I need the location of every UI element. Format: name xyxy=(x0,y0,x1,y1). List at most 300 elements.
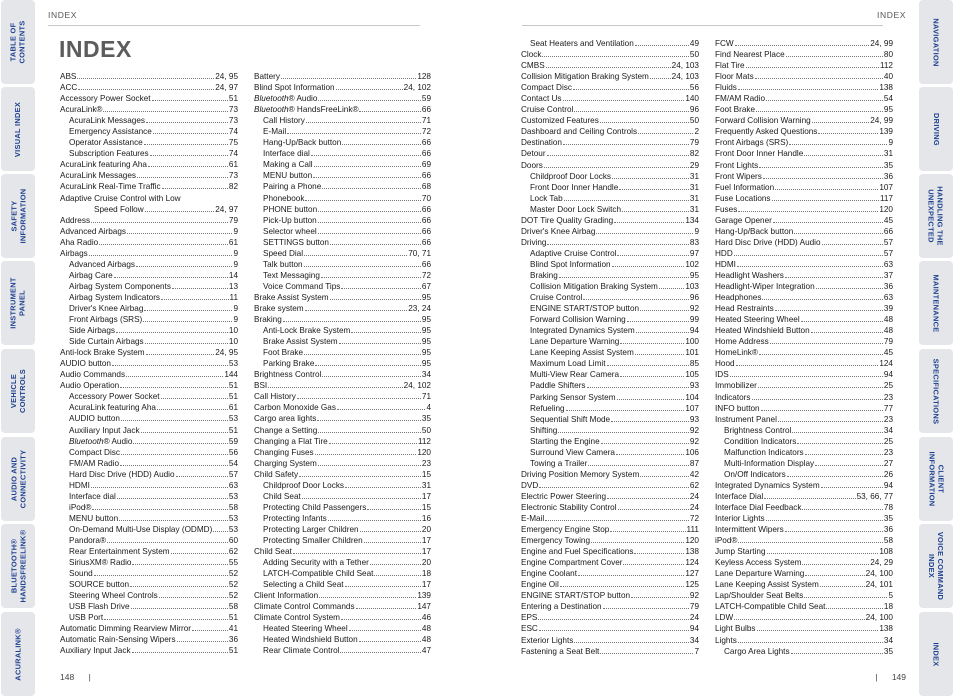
index-page-ref[interactable]: 139 xyxy=(879,127,893,137)
index-term: BSI xyxy=(254,381,268,391)
index-page-ref[interactable]: 66 xyxy=(421,226,431,236)
index-page-ref[interactable]: 45 xyxy=(883,348,893,358)
index-page-ref[interactable]: 112 xyxy=(879,61,893,71)
index-term: Selector wheel xyxy=(263,226,317,236)
index-entry xyxy=(521,612,699,623)
tab-navigation[interactable] xyxy=(919,0,953,84)
index-page-ref[interactable]: 24, 103 xyxy=(671,72,699,82)
index-page-ref[interactable]: 51 xyxy=(228,94,238,104)
index-term: Head Restraints xyxy=(715,304,774,314)
index-page-ref[interactable]: 5 xyxy=(888,591,893,601)
index-page-ref[interactable]: 24 xyxy=(689,613,699,623)
index-page-ref[interactable]: 15 xyxy=(421,469,431,479)
tab-unexpected[interactable] xyxy=(919,174,953,258)
index-page-ref[interactable]: 120 xyxy=(879,204,893,214)
index-page-ref[interactable]: 93 xyxy=(689,381,699,391)
index-page-ref[interactable]: 24, 102 xyxy=(403,381,431,391)
index-page-ref[interactable]: 66 xyxy=(421,204,431,214)
index-entry xyxy=(715,171,893,182)
index-page-ref[interactable]: 29 xyxy=(689,160,699,170)
index-page-ref[interactable]: 101 xyxy=(685,348,699,358)
index-page-ref[interactable]: 70 xyxy=(421,193,431,203)
index-page-ref[interactable]: 61 xyxy=(228,403,238,413)
index-page-ref[interactable]: 72 xyxy=(689,514,699,524)
index-page-ref[interactable]: 45 xyxy=(883,215,893,225)
index-entry xyxy=(254,259,431,270)
index-page-ref[interactable]: 57 xyxy=(883,237,893,247)
index-page-ref[interactable]: 99 xyxy=(689,315,699,325)
index-page-ref[interactable]: 51 xyxy=(228,613,238,623)
index-term: Headlight Washers xyxy=(715,270,784,280)
index-entry xyxy=(254,634,431,645)
tab-safety[interactable] xyxy=(1,174,35,258)
index-page-ref[interactable]: 34 xyxy=(421,370,431,380)
index-page-ref[interactable]: 10 xyxy=(228,326,238,336)
index-page-ref[interactable]: 96 xyxy=(689,293,699,303)
index-page-ref[interactable]: 62 xyxy=(228,547,238,557)
index-page-ref[interactable]: 31 xyxy=(689,182,699,192)
index-page-ref[interactable]: 92 xyxy=(689,304,699,314)
index-page-ref[interactable]: 20 xyxy=(421,558,431,568)
index-page-ref[interactable]: 125 xyxy=(685,580,699,590)
index-page-ref[interactable]: 57 xyxy=(883,248,893,258)
index-page-ref[interactable]: 34 xyxy=(883,635,893,645)
index-page-ref[interactable]: 80 xyxy=(883,50,893,60)
index-page-ref[interactable]: 79 xyxy=(689,138,699,148)
index-page-ref[interactable]: 67 xyxy=(421,281,431,291)
index-page-ref[interactable]: 35 xyxy=(883,646,893,656)
index-page-ref[interactable]: 23 xyxy=(883,447,893,457)
index-page-ref[interactable]: 46 xyxy=(421,613,431,623)
index-page-ref[interactable]: 66 xyxy=(421,215,431,225)
index-page-ref[interactable]: 27 xyxy=(883,458,893,468)
index-page-ref[interactable]: 51 xyxy=(228,646,238,656)
index-page-ref[interactable]: 20 xyxy=(421,524,431,534)
index-page-ref[interactable]: 92 xyxy=(689,591,699,601)
index-page-ref[interactable]: 134 xyxy=(685,215,699,225)
index-page-ref[interactable]: 52 xyxy=(228,569,238,579)
index-page-ref[interactable]: 112 xyxy=(417,436,431,446)
index-page-ref[interactable]: 59 xyxy=(421,94,431,104)
index-page-ref[interactable]: 53 xyxy=(228,359,238,369)
tab-label: VISUAL INDEX xyxy=(13,101,23,157)
index-term: Customized Features xyxy=(521,116,599,126)
index-page-ref[interactable]: 24, 95 xyxy=(215,348,238,358)
index-page-ref[interactable]: 9 xyxy=(233,303,238,313)
dot-leader xyxy=(791,653,883,654)
index-page-ref[interactable]: 94 xyxy=(883,370,893,380)
index-term: Fluids xyxy=(715,83,737,93)
index-page-ref[interactable]: 51 xyxy=(228,425,238,435)
dot-leader xyxy=(752,399,883,400)
index-page-ref[interactable]: 140 xyxy=(685,94,699,104)
index-page-ref[interactable]: 102 xyxy=(685,259,699,269)
index-page-ref[interactable]: 55 xyxy=(228,558,238,568)
index-page-ref[interactable]: 111 xyxy=(686,525,699,535)
index-page-ref[interactable]: 73 xyxy=(228,171,238,181)
index-page-ref[interactable]: 105 xyxy=(685,370,699,380)
index-page-ref[interactable]: 78 xyxy=(883,502,893,512)
tab-vehicle[interactable] xyxy=(1,349,35,433)
index-page-ref[interactable]: 95 xyxy=(689,270,699,280)
index-page-ref[interactable]: 34 xyxy=(883,425,893,435)
index-term: Rear Climate Control xyxy=(263,646,340,656)
dot-leader xyxy=(538,619,689,620)
tab-client[interactable] xyxy=(919,437,953,521)
index-page-ref[interactable]: 92 xyxy=(689,436,699,446)
index-page-ref[interactable]: 144 xyxy=(224,370,238,380)
index-page-ref[interactable]: 23 xyxy=(421,458,431,468)
index-entry xyxy=(254,513,431,524)
index-page-ref[interactable]: 94 xyxy=(883,480,893,490)
index-term: Intermittent Wipers xyxy=(715,525,784,535)
index-page-ref[interactable]: 50 xyxy=(689,116,699,126)
index-page-ref[interactable]: 52 xyxy=(228,591,238,601)
index-entry xyxy=(521,646,699,657)
index-term: Engine Oil xyxy=(521,580,559,590)
index-page-ref[interactable]: 24, 97 xyxy=(215,204,238,214)
index-page-ref[interactable]: 31 xyxy=(689,171,699,181)
index-page-ref[interactable]: 82 xyxy=(689,149,699,159)
index-term: FM/AM Radio xyxy=(715,94,766,104)
index-page-ref[interactable]: 49 xyxy=(689,39,699,48)
index-page-ref[interactable]: 2 xyxy=(694,127,699,137)
dot-leader xyxy=(162,188,228,189)
index-page-ref[interactable]: 79 xyxy=(883,337,893,347)
index-page-ref[interactable]: 75 xyxy=(228,138,238,148)
index-page-ref[interactable]: 31 xyxy=(421,480,431,490)
index-page-ref[interactable]: 42 xyxy=(689,469,699,479)
index-page-ref[interactable]: 50 xyxy=(689,50,699,60)
index-page-ref[interactable]: 120 xyxy=(417,447,431,457)
index-page-ref[interactable]: 94 xyxy=(689,326,699,336)
index-page-ref[interactable]: 31 xyxy=(689,193,699,203)
index-entry xyxy=(715,480,893,491)
index-page-ref[interactable]: 147 xyxy=(417,602,431,612)
index-page-ref[interactable]: 66 xyxy=(883,226,893,236)
index-page-ref[interactable]: 73 xyxy=(228,116,238,126)
index-page-ref[interactable]: 70, 71 xyxy=(408,248,431,258)
index-page-ref[interactable]: 9 xyxy=(694,226,699,236)
index-page-ref[interactable]: 26 xyxy=(883,469,893,479)
index-page-ref[interactable]: 71 xyxy=(421,116,431,126)
index-page-ref[interactable]: 36 xyxy=(883,171,893,181)
index-page-ref[interactable]: 79 xyxy=(228,215,238,225)
dot-leader xyxy=(89,255,233,256)
index-page-ref[interactable]: 59 xyxy=(228,436,238,446)
index-page-ref[interactable]: 31 xyxy=(883,149,893,159)
dot-leader xyxy=(762,299,882,300)
index-page-ref[interactable]: 24, 99 xyxy=(870,39,893,48)
index-page-ref[interactable]: 139 xyxy=(417,591,431,601)
index-page-ref[interactable]: 35 xyxy=(883,160,893,170)
index-term: Bluetooth® HandsFreeLink® xyxy=(254,105,359,115)
index-entry xyxy=(60,148,238,159)
index-page-ref[interactable]: 71 xyxy=(421,392,431,402)
index-page-ref[interactable]: 24, 103 xyxy=(671,61,699,71)
index-page-ref[interactable]: 15 xyxy=(421,502,431,512)
index-page-ref[interactable]: 61 xyxy=(228,237,238,247)
index-page-ref[interactable]: 138 xyxy=(879,624,893,634)
index-page-ref[interactable]: 85 xyxy=(689,359,699,369)
index-page-ref[interactable]: 24 xyxy=(689,502,699,512)
index-page-ref[interactable]: 66 xyxy=(421,149,431,159)
index-page-ref[interactable]: 66 xyxy=(421,259,431,269)
index-page-ref[interactable]: 51 xyxy=(228,381,238,391)
dot-leader xyxy=(826,608,882,609)
index-page-ref[interactable]: 103 xyxy=(685,282,699,292)
index-page-ref[interactable]: 13 xyxy=(228,281,238,291)
index-page-ref[interactable]: 60 xyxy=(228,535,238,545)
index-page-ref[interactable]: 52 xyxy=(228,580,238,590)
index-page-ref[interactable]: 23 xyxy=(883,392,893,402)
index-term: Adding Security with a Tether xyxy=(263,558,369,568)
index-page-ref[interactable]: 106 xyxy=(685,447,699,457)
index-page-ref[interactable]: 79 xyxy=(689,602,699,612)
index-entry xyxy=(521,270,699,281)
index-term: Emergency Towing xyxy=(521,536,591,546)
index-page-ref[interactable]: 35 xyxy=(883,514,893,524)
right-page-number xyxy=(875,672,906,682)
tab-driving[interactable] xyxy=(919,87,953,171)
index-page-ref[interactable]: 66 xyxy=(421,105,431,115)
right-page-number-separator: | xyxy=(875,672,878,682)
index-page-ref[interactable]: 36 xyxy=(883,282,893,292)
index-page-ref[interactable]: 94 xyxy=(689,624,699,634)
index-page-ref[interactable]: 138 xyxy=(685,547,699,557)
index-page-ref[interactable]: 53 xyxy=(228,414,238,424)
index-page-ref[interactable]: 53 xyxy=(228,513,238,523)
index-term: Cargo Area Lights xyxy=(724,646,790,656)
index-page-ref[interactable]: 56 xyxy=(689,83,699,93)
index-entry xyxy=(715,204,893,215)
index-entry xyxy=(254,436,431,447)
dot-leader xyxy=(786,56,883,57)
dot-leader xyxy=(287,133,421,134)
index-page-ref[interactable]: 40 xyxy=(883,72,893,82)
index-page-ref[interactable]: 14 xyxy=(228,270,238,280)
index-entry xyxy=(60,380,238,391)
index-page-ref[interactable]: 24, 102 xyxy=(403,83,431,93)
index-page-ref[interactable]: 87 xyxy=(689,458,699,468)
index-page-ref[interactable]: 48 xyxy=(421,624,431,634)
index-page-ref[interactable]: 9 xyxy=(233,248,238,258)
index-entry xyxy=(521,38,699,49)
index-page-ref[interactable]: 73 xyxy=(228,105,238,115)
index-entry xyxy=(521,49,699,60)
dot-leader xyxy=(336,89,403,90)
index-page-ref[interactable]: 124 xyxy=(685,558,699,568)
index-page-ref[interactable]: 24, 95 xyxy=(215,72,238,81)
index-page-ref[interactable]: 83 xyxy=(689,237,699,247)
index-page-ref[interactable]: 127 xyxy=(685,569,699,579)
index-page-ref[interactable]: 95 xyxy=(421,359,431,369)
index-page-ref[interactable]: 54 xyxy=(883,94,893,104)
index-page-ref[interactable]: 24, 100 xyxy=(865,613,893,623)
index-page-ref[interactable]: 107 xyxy=(685,403,699,413)
tab-specifications[interactable] xyxy=(919,349,953,433)
index-page-ref[interactable]: 10 xyxy=(228,337,238,347)
index-page-ref[interactable]: 9 xyxy=(233,226,238,236)
dot-leader xyxy=(349,630,421,631)
index-page-ref[interactable]: 39 xyxy=(883,304,893,314)
index-page-ref[interactable]: 24, 101 xyxy=(865,580,893,590)
index-page-ref[interactable]: 72 xyxy=(421,270,431,280)
index-page-ref[interactable]: 25 xyxy=(883,436,893,446)
index-term: Detour xyxy=(521,149,546,159)
tab-label: MAINTENANCE xyxy=(931,274,941,332)
index-page-ref[interactable]: 138 xyxy=(879,83,893,93)
index-entry xyxy=(254,181,431,192)
index-page-ref[interactable]: 18 xyxy=(883,602,893,612)
index-term: LATCH-Compatible Child Seat xyxy=(263,569,374,579)
index-page-ref[interactable]: 50 xyxy=(421,425,431,435)
index-page-ref[interactable]: 17 xyxy=(421,535,431,545)
index-term: AUDIO button xyxy=(69,414,120,424)
index-page-ref[interactable]: 120 xyxy=(685,536,699,546)
index-page-ref[interactable]: 69 xyxy=(421,160,431,170)
index-page-ref[interactable]: 74 xyxy=(228,127,238,137)
index-page-ref[interactable]: 36 xyxy=(228,635,238,645)
dot-leader xyxy=(360,531,421,532)
index-page-ref[interactable]: 58 xyxy=(883,536,893,546)
index-page-ref[interactable]: 9 xyxy=(233,259,238,269)
index-page-ref[interactable]: 63 xyxy=(883,293,893,303)
index-page-ref[interactable]: 24, 29 xyxy=(870,558,893,568)
index-page-ref[interactable]: 23 xyxy=(883,414,893,424)
tab-acuralink[interactable] xyxy=(1,612,35,696)
index-page-ref[interactable]: 95 xyxy=(421,326,431,336)
index-page-ref[interactable]: 92 xyxy=(689,425,699,435)
index-page-ref[interactable]: 93 xyxy=(689,414,699,424)
index-page-ref[interactable]: 34 xyxy=(689,635,699,645)
index-page-ref[interactable]: 9 xyxy=(888,138,893,148)
index-page-ref[interactable]: 66 xyxy=(421,138,431,148)
tab-voice[interactable] xyxy=(919,524,953,608)
index-page-ref[interactable]: 53, 66, 77 xyxy=(856,491,893,501)
index-entry xyxy=(60,634,238,645)
index-entry xyxy=(715,281,893,292)
index-page-ref[interactable]: 53 xyxy=(228,491,238,501)
index-page-ref[interactable]: 37 xyxy=(883,270,893,280)
dot-leader xyxy=(317,420,421,421)
index-page-ref[interactable]: 24, 97 xyxy=(215,83,238,93)
index-page-ref[interactable]: 17 xyxy=(421,580,431,590)
index-page-ref[interactable]: 48 xyxy=(421,635,431,645)
index-entry xyxy=(521,71,699,82)
dot-leader xyxy=(318,465,421,466)
index-page-ref[interactable]: 24, 100 xyxy=(865,569,893,579)
index-page-ref[interactable]: 48 xyxy=(883,315,893,325)
index-page-ref[interactable]: 95 xyxy=(421,337,431,347)
index-term: Protecting Infants xyxy=(263,513,327,523)
index-page-ref[interactable]: 48 xyxy=(883,326,893,336)
index-page-ref[interactable]: 9 xyxy=(233,315,238,325)
index-page-ref[interactable]: 58 xyxy=(228,602,238,612)
index-page-ref[interactable]: 35 xyxy=(421,414,431,424)
index-page-ref[interactable]: 4 xyxy=(426,403,431,413)
index-page-ref[interactable]: 41 xyxy=(228,624,238,634)
index-page-ref[interactable]: 95 xyxy=(421,315,431,325)
index-page-ref[interactable]: 25 xyxy=(883,381,893,391)
index-page-ref[interactable]: 16 xyxy=(421,513,431,523)
index-page-ref[interactable]: 66 xyxy=(421,237,431,247)
index-page-ref[interactable]: 72 xyxy=(421,127,431,137)
index-page-ref[interactable]: 36 xyxy=(883,525,893,535)
index-page-ref[interactable]: 104 xyxy=(685,392,699,402)
index-page-ref[interactable]: 62 xyxy=(689,480,699,490)
index-page-ref[interactable]: 95 xyxy=(421,292,431,302)
index-page-ref[interactable]: 107 xyxy=(879,182,893,192)
index-entry xyxy=(254,458,431,469)
index-page-ref[interactable]: 108 xyxy=(879,547,893,557)
index-entry xyxy=(715,590,893,601)
tab-toc[interactable] xyxy=(1,0,35,84)
index-page-ref[interactable]: 117 xyxy=(879,193,893,203)
index-page-ref[interactable]: 95 xyxy=(883,105,893,115)
index-page-ref[interactable]: 100 xyxy=(685,337,699,347)
index-page-ref[interactable]: 24, 99 xyxy=(870,116,893,126)
dot-leader xyxy=(805,575,864,576)
index-term: Light Bulbs xyxy=(715,624,756,634)
index-page-ref[interactable]: 53 xyxy=(228,524,238,534)
index-entry xyxy=(254,270,431,281)
index-entry xyxy=(715,137,893,148)
index-page-ref[interactable]: 7 xyxy=(694,646,699,656)
tab-audio[interactable] xyxy=(1,437,35,521)
index-entry xyxy=(60,425,238,436)
index-page-ref[interactable]: 128 xyxy=(417,72,431,81)
index-page-ref[interactable]: 58 xyxy=(228,502,238,512)
index-page-ref[interactable]: 24 xyxy=(689,491,699,501)
index-page-ref[interactable]: 82 xyxy=(228,182,238,192)
index-page-ref[interactable]: 74 xyxy=(228,149,238,159)
index-page-ref[interactable]: 63 xyxy=(228,480,238,490)
tab-maintenance[interactable] xyxy=(919,261,953,345)
tab-instrument[interactable] xyxy=(1,261,35,345)
index-page-ref[interactable]: 77 xyxy=(883,403,893,413)
index-page-ref[interactable]: 17 xyxy=(421,491,431,501)
index-page-ref[interactable]: 17 xyxy=(421,547,431,557)
index-page-ref[interactable]: 56 xyxy=(228,447,238,457)
index-page-ref[interactable]: 54 xyxy=(228,458,238,468)
index-page-ref[interactable]: 47 xyxy=(421,646,431,656)
index-page-ref[interactable]: 63 xyxy=(883,259,893,269)
tab-visual[interactable] xyxy=(1,87,35,171)
index-page-ref[interactable]: 61 xyxy=(228,160,238,170)
tab-index[interactable] xyxy=(919,612,953,696)
index-term: Starting the Engine xyxy=(530,436,600,446)
index-page-ref[interactable]: 18 xyxy=(421,569,431,579)
index-page-ref[interactable]: 57 xyxy=(228,469,238,479)
index-page-ref[interactable]: 11 xyxy=(229,292,238,302)
index-entry xyxy=(254,82,431,93)
index-entry xyxy=(521,623,699,634)
index-page-ref[interactable]: 23, 24 xyxy=(408,303,431,313)
index-page-ref[interactable]: 66 xyxy=(421,171,431,181)
index-page-ref[interactable]: 124 xyxy=(879,359,893,369)
index-page-ref[interactable]: 68 xyxy=(421,182,431,192)
dot-leader xyxy=(318,233,421,234)
tab-bluetooth[interactable] xyxy=(1,524,35,608)
index-page-ref[interactable]: 51 xyxy=(228,392,238,402)
index-page-ref[interactable]: 95 xyxy=(421,348,431,358)
dot-leader xyxy=(313,177,421,178)
index-page-ref[interactable]: 97 xyxy=(689,248,699,258)
index-term: Foot Brake xyxy=(263,348,304,358)
index-page-ref[interactable]: 96 xyxy=(689,105,699,115)
index-page-ref[interactable]: 31 xyxy=(689,204,699,214)
